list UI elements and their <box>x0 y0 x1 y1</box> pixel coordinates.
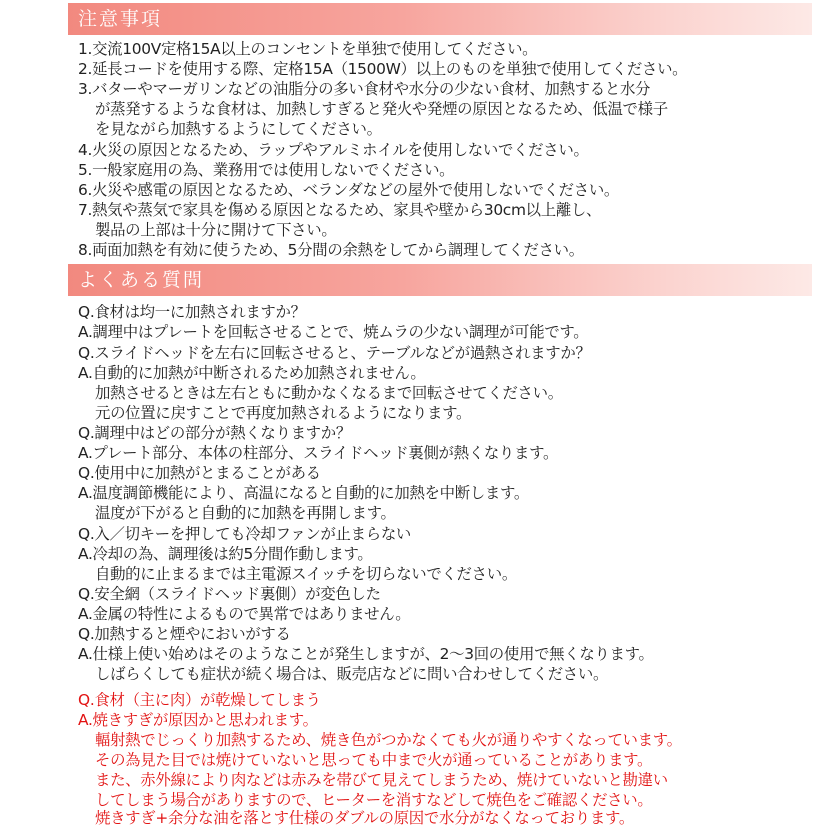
faq-line: A.温度調節機能により、高温になると自動的に加熱を中断します。 <box>78 484 529 502</box>
caution-line: 6.火災や感電の原因となるため、ベランダなどの屋外で使用しないでください。 <box>78 181 620 199</box>
faq-line: Q.安全網（スライドヘッド裏側）が変色した <box>78 585 381 603</box>
faq-line: 加熱させるときは左右ともに動かなくなるまで回転させてください。 <box>95 384 563 402</box>
faq-line: しばらくしても症状が続く場合は、販売店などに問い合わせしてください。 <box>95 665 609 683</box>
caution-line: 1.交流100V定格15A以上のコンセントを単独で使用してください。 <box>78 40 538 58</box>
faq-line: 自動的に止まるまでは主電源スイッチを切らないでください。 <box>95 565 517 583</box>
faq-highlight-line: 輻射熱でじっくり加熱するため、焼き色がつかなくても火が通りやすくなっています。 <box>95 731 682 749</box>
faq-line: A.仕様上使い始めはそのようなことが発生しますが、2～3回の使用で無くなります。 <box>78 645 654 663</box>
caution-line: 8.両面加熱を有効に使うため、5分間の余熱をしてから調理してください。 <box>78 241 584 259</box>
faq-line: Q.入／切キーを押しても冷却ファンが止まらない <box>78 525 412 543</box>
cautions-title: 注意事項 <box>78 8 163 30</box>
caution-line: 5.一般家庭用の為、業務用では使用しないでください。 <box>78 161 455 179</box>
caution-line: が蒸発するような食材は、加熱しすぎると発火や発煙の原因となるため、低温で様子 <box>95 100 668 118</box>
faq-line: 元の位置に戻すことで再度加熱されるようになります。 <box>95 404 472 422</box>
faq-line: Q.食材は均一に加熱されますか？ <box>78 303 306 321</box>
faq-highlight-line: その為見た目では焼けていないと思っても中まで火が通っていることがあります。 <box>95 751 653 769</box>
faq-line: Q.使用中に加熱がとまることがある <box>78 464 321 482</box>
faq-line: A.冷却の為、調理後は約5分間作動します。 <box>78 545 373 563</box>
faq-line: A.金属の特性によるもので異常ではありません。 <box>78 605 411 623</box>
caution-line: 4.火災の原因となるため、ラップやアルミホイルを使用しないでください。 <box>78 141 589 159</box>
caution-line: 7.熱気や蒸気で家具を傷める原因となるため、家具や壁から30cm以上離し、 <box>78 201 602 219</box>
caution-line: 製品の上部は十分に開けて下さい。 <box>95 221 337 239</box>
faq-line: A.自動的に加熱が中断されるため加熱されません。 <box>78 364 426 382</box>
faq-line: Q.加熱すると煙やにおいがする <box>78 625 291 643</box>
faq-line: 温度が下がると自動的に加熱を再開します。 <box>95 504 396 522</box>
faq-highlight-line: また、赤外線により肉などは赤みを帯びて見えてしまうため、焼けていないと勘違い <box>95 771 668 789</box>
faq-line: Q.調理中はどの部分が熱くなりますか？ <box>78 424 351 442</box>
faq-header-band <box>68 264 812 296</box>
faq-line: A.調理中はプレートを回転させることで、焼ムラの少ない調理が可能です。 <box>78 323 589 341</box>
cautions-header-band <box>68 3 812 35</box>
caution-line: 2.延長コードを使用する際、定格15A（1500W）以上のものを単独で使用してください。 <box>78 60 688 78</box>
faq-title: よくある質問 <box>78 269 205 291</box>
faq-highlight-line: A.焼きすぎが原因かと思われます。 <box>78 711 318 729</box>
faq-line: Q.スライドヘッドを左右に回転させると、テーブルなどが過熱されますか？ <box>78 344 591 362</box>
faq-highlight-line: Q.食材（主に肉）が乾燥してしまう <box>78 691 321 709</box>
faq-highlight-line: してしまう場合がありますので、ヒーターを消すなどして焼色をご確認ください。 <box>95 791 653 809</box>
caution-line: 3.バターやマーガリンなどの油脂分の多い食材や水分の少ない食材、加熱すると水分 <box>78 80 651 98</box>
faq-line: A.プレート部分、本体の柱部分、スライドヘッド裏側が熱くなります。 <box>78 444 559 462</box>
faq-highlight-line: 焼きすぎ+余分な油を落とす仕様のダブルの原因で水分がなくなっております。 <box>95 809 634 827</box>
caution-line: を見ながら加熱するようにしてください。 <box>95 120 382 138</box>
